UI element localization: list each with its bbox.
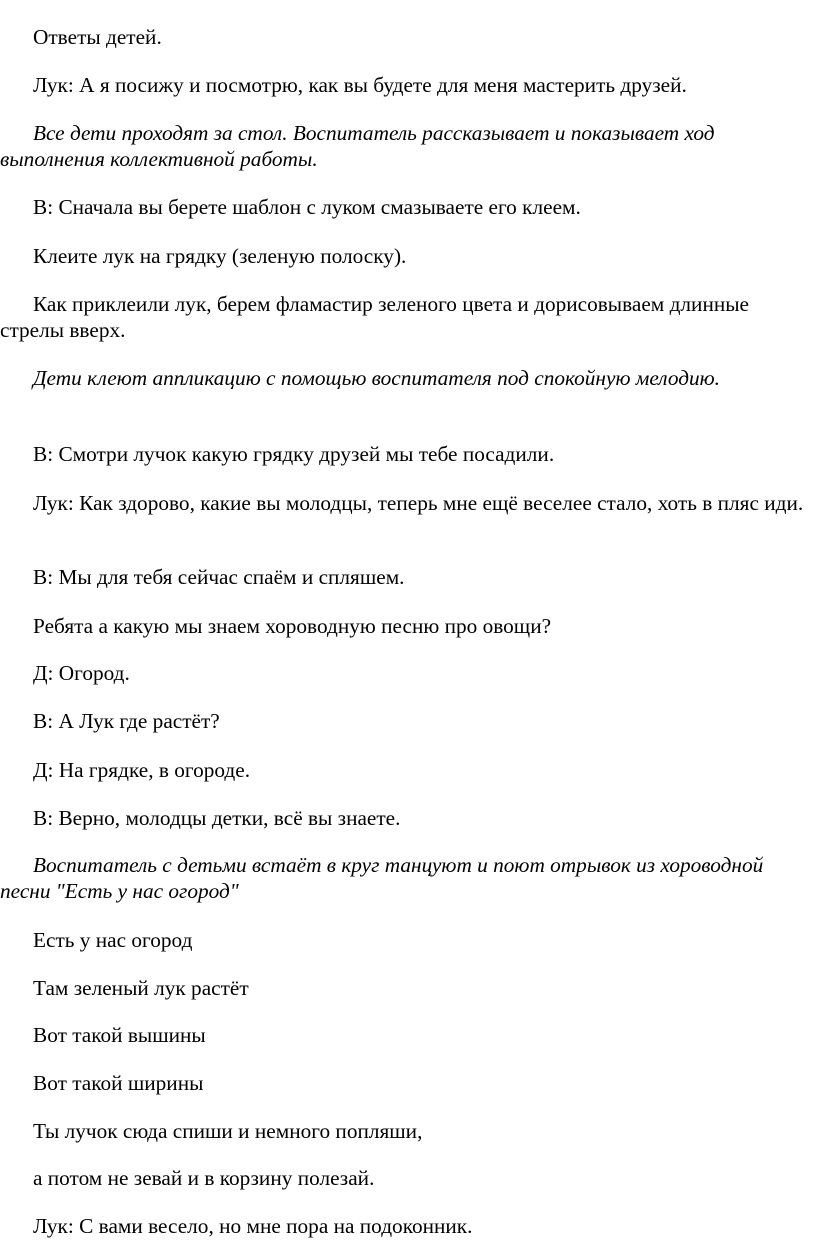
song-line-4: Вот такой ширины (33, 1071, 204, 1095)
paragraph-teacher-line-4: В: Смотри лучок какую грядку друзей мы тебе посадили. (33, 442, 555, 466)
paragraph-onion-line-2: Лук: Как здорово, какие вы молодцы, теперь мне ещё веселее стало, хоть в пляс иди. (33, 491, 804, 515)
stage-direction-1: Все дети проходят за стол. Воспитатель рассказывает и показывает ход выполнения коллективной работы. (0, 121, 715, 171)
song-line-2: Там зеленый лук растёт (33, 976, 249, 1000)
paragraph-teacher-line-1: В: Сначала вы берете шаблон с луком смазываете его клеем. (33, 195, 581, 219)
paragraph-onion-line-3: Лук: С вами весело, но мне пора на подоконник. (33, 1214, 473, 1238)
paragraph-teacher-line-2: Клеите лук на грядку (зеленую полоску). (33, 244, 407, 268)
paragraph-teacher-line-3: Как приклеили лук, берем фламастир зеленого цвета и дорисовываем длинные стрелы вверх. (0, 292, 750, 342)
paragraph-teacher-line-6: Ребята а какую мы знаем хороводную песню про овощи? (33, 614, 552, 638)
song-line-5: Ты лучок сюда спиши и немного попляши, (33, 1119, 423, 1143)
paragraph-children-line-2: Д: На грядке, в огороде. (33, 758, 251, 782)
stage-direction-2: Дети клеют аппликацию с помощью воспитателя под спокойную мелодию. (33, 366, 720, 390)
song-line-3: Вот такой вышины (33, 1023, 206, 1047)
paragraph-children-answers: Ответы детей. (33, 25, 162, 49)
stage-direction-3: Воспитатель с детьми встаёт в круг танцуют и поют отрывок из хороводной песни "Есть у нас огород" (0, 853, 764, 903)
paragraph-children-line-1: Д: Огород. (33, 661, 130, 685)
paragraph-onion-line-1: Лук: А я посижу и посмотрю, как вы будете для меня мастерить друзей. (33, 73, 687, 97)
song-line-6: а потом не зевай и в корзину полезай. (33, 1166, 375, 1190)
song-line-1: Есть у нас огород (33, 928, 193, 952)
paragraph-teacher-line-8: В: Верно, молодцы детки, всё вы знаете. (33, 806, 401, 830)
paragraph-teacher-line-7: В: А Лук где растёт? (33, 709, 220, 733)
paragraph-teacher-line-5: В: Мы для тебя сейчас спаём и спляшем. (33, 565, 405, 589)
